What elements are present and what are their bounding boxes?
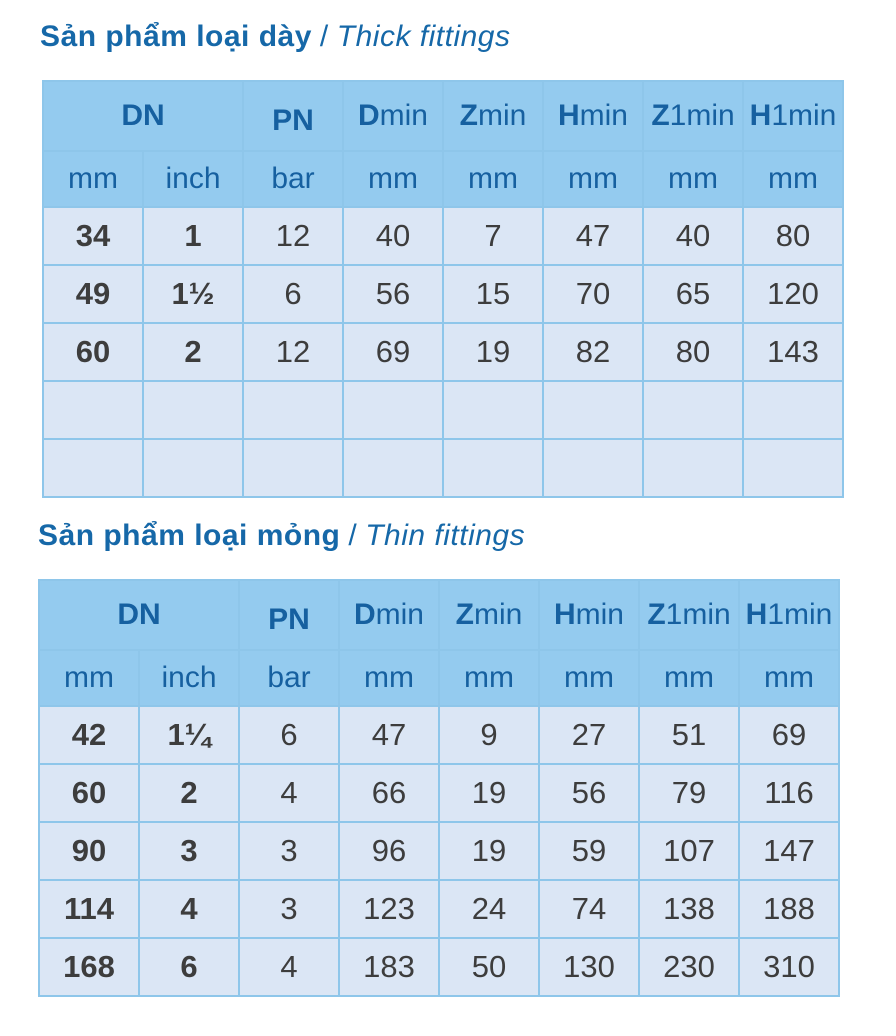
h1-min-header-symbol: H	[745, 598, 768, 631]
thick-fittings-table	[42, 80, 844, 498]
table-cell: 19	[443, 323, 543, 381]
h1-min-header-symbol: H	[749, 99, 772, 132]
unit-cell: mm	[743, 151, 843, 207]
thin-title-separator: /	[348, 519, 358, 552]
unit-cell: mm	[439, 650, 539, 706]
table-cell: 9	[439, 706, 539, 764]
table-cell: 69	[343, 323, 443, 381]
table-cell: 80	[643, 323, 743, 381]
table-cell: 188	[739, 880, 839, 938]
z1-min-header-symbol: Z	[651, 99, 670, 132]
table-cell: 183	[339, 938, 439, 996]
table-cell: 3	[239, 822, 339, 880]
pn-header: PN	[243, 81, 343, 151]
table-cell: 42	[39, 706, 139, 764]
unit-cell: mm	[543, 151, 643, 207]
table-cell	[543, 439, 643, 497]
table-cell: 143	[743, 323, 843, 381]
thick-section-title	[40, 20, 510, 54]
unit-cell: mm	[739, 650, 839, 706]
d-min-header-symbol: D	[353, 598, 376, 631]
table-cell	[243, 381, 343, 439]
units-row	[39, 650, 839, 706]
table-cell: 56	[539, 764, 639, 822]
thin-fittings-table	[38, 579, 840, 997]
table-row	[39, 764, 839, 822]
table-cell: 120	[743, 265, 843, 323]
table-cell: 6	[139, 938, 239, 996]
table-row	[43, 265, 843, 323]
table-cell: 168	[39, 938, 139, 996]
pn-header: PN	[239, 580, 339, 650]
table-cell	[143, 439, 243, 497]
z-min-header-suffix: min	[473, 598, 523, 631]
table-cell	[143, 381, 243, 439]
h1-min-header	[739, 580, 839, 650]
table-cell: 4	[239, 938, 339, 996]
table-cell: 6	[243, 265, 343, 323]
table-cell: 27	[539, 706, 639, 764]
unit-cell: inch	[139, 650, 239, 706]
table-cell: 80	[743, 207, 843, 265]
thick-title-separator: /	[319, 20, 329, 53]
unit-cell: mm	[343, 151, 443, 207]
h-min-header	[543, 81, 643, 151]
table-cell	[243, 439, 343, 497]
table-cell	[743, 439, 843, 497]
dn-header: DN	[39, 580, 239, 650]
d-min-header-symbol: D	[357, 99, 380, 132]
thick-title-en: Thick fittings	[336, 20, 511, 53]
table-cell: 116	[739, 764, 839, 822]
table-cell: 82	[543, 323, 643, 381]
unit-cell: mm	[539, 650, 639, 706]
table-cell: 2	[143, 323, 243, 381]
table-cell: 74	[539, 880, 639, 938]
table-cell: 69	[739, 706, 839, 764]
table-cell: 24	[439, 880, 539, 938]
z-min-header	[439, 580, 539, 650]
header-row	[43, 81, 843, 151]
dn-header: DN	[43, 81, 243, 151]
table-cell	[543, 381, 643, 439]
d-min-header	[339, 580, 439, 650]
table-row	[43, 207, 843, 265]
table-cell: 34	[43, 207, 143, 265]
table-cell	[343, 381, 443, 439]
unit-cell: mm	[43, 151, 143, 207]
table-cell	[443, 439, 543, 497]
table-cell: 1½	[143, 265, 243, 323]
table-cell	[43, 381, 143, 439]
table-cell	[443, 381, 543, 439]
table-cell: 66	[339, 764, 439, 822]
table-cell	[643, 439, 743, 497]
table-cell: 40	[643, 207, 743, 265]
z1-min-header-suffix: 1min	[665, 598, 731, 631]
table-row	[43, 381, 843, 439]
table-cell: 310	[739, 938, 839, 996]
z1-min-header	[639, 580, 739, 650]
table-cell: 123	[339, 880, 439, 938]
h1-min-header	[743, 81, 843, 151]
d-min-header-suffix: min	[375, 598, 424, 631]
table-cell: 49	[43, 265, 143, 323]
table-row	[43, 439, 843, 497]
table-cell: 19	[439, 822, 539, 880]
z1-min-header-suffix: 1min	[669, 99, 735, 132]
table-cell: 15	[443, 265, 543, 323]
thin-title-vn: Sản phẩm loại mỏng	[38, 519, 341, 552]
d-min-header-suffix: min	[379, 99, 428, 132]
table-cell	[343, 439, 443, 497]
table-cell: 1¼	[139, 706, 239, 764]
z1-min-header-symbol: Z	[647, 598, 666, 631]
table-cell: 3	[239, 880, 339, 938]
table-cell: 12	[243, 207, 343, 265]
table-cell: 56	[343, 265, 443, 323]
table-cell: 7	[443, 207, 543, 265]
unit-cell: mm	[643, 151, 743, 207]
table-cell: 79	[639, 764, 739, 822]
unit-cell: inch	[143, 151, 243, 207]
units-row	[43, 151, 843, 207]
table-cell: 3	[139, 822, 239, 880]
h1-min-header-suffix: 1min	[767, 598, 833, 631]
table-cell: 107	[639, 822, 739, 880]
z-min-header-suffix: min	[477, 99, 527, 132]
table-row	[39, 822, 839, 880]
h-min-header-suffix: min	[579, 99, 628, 132]
table-cell: 6	[239, 706, 339, 764]
table-cell: 47	[543, 207, 643, 265]
h-min-header-symbol: H	[557, 99, 580, 132]
z1-min-header	[643, 81, 743, 151]
thin-title-en: Thin fittings	[365, 519, 526, 552]
table-cell: 4	[139, 880, 239, 938]
table-cell	[643, 381, 743, 439]
table-cell: 12	[243, 323, 343, 381]
table-cell: 230	[639, 938, 739, 996]
table-cell: 90	[39, 822, 139, 880]
table-cell: 70	[543, 265, 643, 323]
unit-cell: mm	[339, 650, 439, 706]
table-row	[43, 323, 843, 381]
table-row	[39, 938, 839, 996]
table-cell: 1	[143, 207, 243, 265]
z-min-header-symbol: Z	[459, 99, 478, 132]
table-cell: 4	[239, 764, 339, 822]
table-cell: 114	[39, 880, 139, 938]
table-cell: 60	[43, 323, 143, 381]
table-cell: 19	[439, 764, 539, 822]
thin-section-title	[38, 519, 525, 553]
table-cell: 51	[639, 706, 739, 764]
unit-cell: mm	[443, 151, 543, 207]
table-cell: 59	[539, 822, 639, 880]
h-min-header-suffix: min	[575, 598, 624, 631]
unit-cell: bar	[243, 151, 343, 207]
table-cell: 96	[339, 822, 439, 880]
header-row	[39, 580, 839, 650]
table-cell: 130	[539, 938, 639, 996]
h-min-header	[539, 580, 639, 650]
unit-cell: mm	[39, 650, 139, 706]
table-row	[39, 706, 839, 764]
table-row	[39, 880, 839, 938]
z-min-header-symbol: Z	[455, 598, 474, 631]
table-cell: 138	[639, 880, 739, 938]
table-cell: 60	[39, 764, 139, 822]
unit-cell: bar	[239, 650, 339, 706]
h-min-header-symbol: H	[553, 598, 576, 631]
table-cell: 50	[439, 938, 539, 996]
table-cell: 47	[339, 706, 439, 764]
d-min-header	[343, 81, 443, 151]
table-cell	[43, 439, 143, 497]
h1-min-header-suffix: 1min	[771, 99, 837, 132]
table-cell: 40	[343, 207, 443, 265]
table-cell	[743, 381, 843, 439]
z-min-header	[443, 81, 543, 151]
unit-cell: mm	[639, 650, 739, 706]
table-cell: 65	[643, 265, 743, 323]
thick-title-vn: Sản phẩm loại dày	[40, 20, 312, 53]
table-cell: 147	[739, 822, 839, 880]
table-cell: 2	[139, 764, 239, 822]
